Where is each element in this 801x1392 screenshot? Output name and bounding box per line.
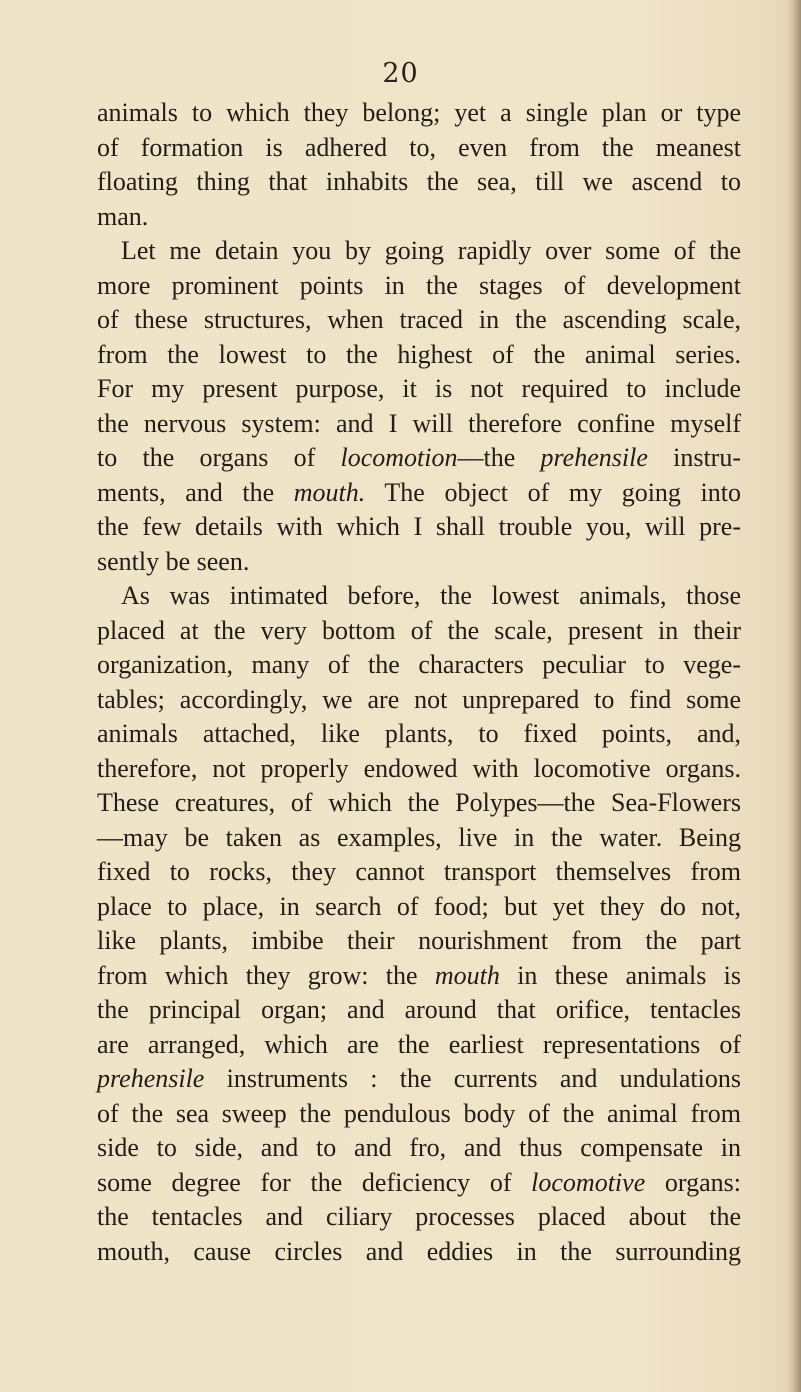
text-line (97, 890, 741, 925)
text-segment: the principal organ; and around that orifice, tentacles (97, 995, 741, 1024)
text-line (97, 131, 741, 166)
text-segment: As was intimated before, the lowest animals, those (121, 581, 741, 610)
text-line (97, 614, 741, 649)
text-line (97, 579, 741, 614)
text-segment: The object of my going into (365, 477, 741, 507)
text-line (97, 1131, 741, 1166)
text-line (97, 1166, 741, 1201)
italic-text: prehensile (97, 1064, 205, 1093)
text-line (97, 200, 741, 235)
italic-text: mouth (434, 960, 500, 990)
text-line (97, 1235, 741, 1270)
text-segment: instruments : the currents and undulations (204, 1064, 741, 1093)
text-segment: For my present purpose, it is not required to include (97, 374, 741, 403)
text-line (97, 648, 741, 683)
text-segment: mouth, cause circles and eddies in the surrounding (97, 1236, 741, 1266)
text-line (97, 234, 741, 269)
text-line (97, 96, 741, 131)
text-segment: the few details with which I shall trouble you, will pre- (97, 512, 741, 541)
text-segment: instru- (647, 443, 741, 472)
text-segment: more prominent points in the stages of development (97, 270, 741, 300)
text-segment: place to place, in search of food; but yet they do not, (97, 891, 741, 921)
page-edge-shadow (787, 0, 801, 1392)
italic-text: mouth. (293, 477, 366, 507)
text-line (97, 683, 741, 718)
text-line (97, 1097, 741, 1132)
text-line (97, 1062, 741, 1097)
text-line (97, 441, 741, 476)
text-line (97, 821, 741, 856)
text-segment: in these animals is (499, 960, 742, 990)
text-line (97, 959, 741, 994)
text-segment: the nervous system: and I will therefore confine myself (97, 408, 741, 438)
text-segment: to the organs of (97, 443, 341, 472)
text-segment: Let me detain you by going rapidly over some of the (121, 236, 741, 265)
text-segment: are arranged, which are the earliest representations of (97, 1029, 741, 1059)
text-line (97, 993, 741, 1028)
text-line (97, 269, 741, 304)
text-segment: the tentacles and ciliary processes placed about the (97, 1202, 741, 1231)
text-line (97, 717, 741, 752)
text-segment: These creatures, of which the Polypes—the Sea-Flowers (97, 788, 741, 817)
text-segment: animals to which they belong; yet a single plan or type (97, 98, 741, 127)
text-segment: of these structures, when traced in the ascending scale, (97, 305, 741, 334)
text-line (97, 545, 741, 580)
italic-text: locomotive (531, 1167, 646, 1197)
text-segment: side to side, and to and fro, and thus compensate in (97, 1133, 741, 1162)
text-segment: —may be taken as examples, live in the water. Being (97, 822, 741, 852)
italic-text: prehensile (540, 443, 648, 472)
body-text (97, 96, 741, 1269)
text-line (97, 786, 741, 821)
text-segment: of formation is adhered to, even from the meanest (97, 132, 741, 162)
text-line (97, 165, 741, 200)
text-segment: from which they grow: the (97, 960, 435, 990)
text-line (97, 855, 741, 890)
text-line (97, 407, 741, 442)
text-segment: animals attached, like plants, to fixed points, and, (97, 719, 741, 748)
text-line (97, 510, 741, 545)
text-segment: like plants, imbibe their nourishment from the part (97, 926, 741, 955)
text-segment: therefore, not properly endowed with locomotive organs. (97, 753, 741, 783)
text-line (97, 1200, 741, 1235)
text-line (97, 1028, 741, 1063)
text-segment: organization, many of the characters peculiar to vege- (97, 650, 741, 679)
text-segment: sently be seen. (97, 546, 250, 576)
text-segment: of the sea sweep the pendulous body of the animal from (97, 1098, 741, 1128)
text-segment: some degree for the deficiency of (97, 1167, 532, 1197)
text-segment: from the lowest to the highest of the animal series. (97, 339, 741, 369)
text-line (97, 338, 741, 373)
page-number: 20 (382, 58, 419, 89)
text-line (97, 752, 741, 787)
text-segment: placed at the very bottom of the scale, present in their (97, 615, 741, 645)
text-segment: fixed to rocks, they cannot transport themselves from (97, 857, 741, 886)
text-segment: organs: (645, 1167, 741, 1197)
text-segment: man. (97, 201, 149, 231)
text-segment: —the (457, 443, 541, 472)
italic-text: locomotion (340, 443, 458, 472)
text-line (97, 924, 741, 959)
text-segment: floating thing that inhabits the sea, till we ascend to (97, 167, 741, 196)
text-line (97, 303, 741, 338)
text-line (97, 476, 741, 511)
text-segment: ments, and the (97, 477, 294, 507)
text-segment: tables; accordingly, we are not unprepared to find some (97, 684, 741, 714)
text-line (97, 372, 741, 407)
